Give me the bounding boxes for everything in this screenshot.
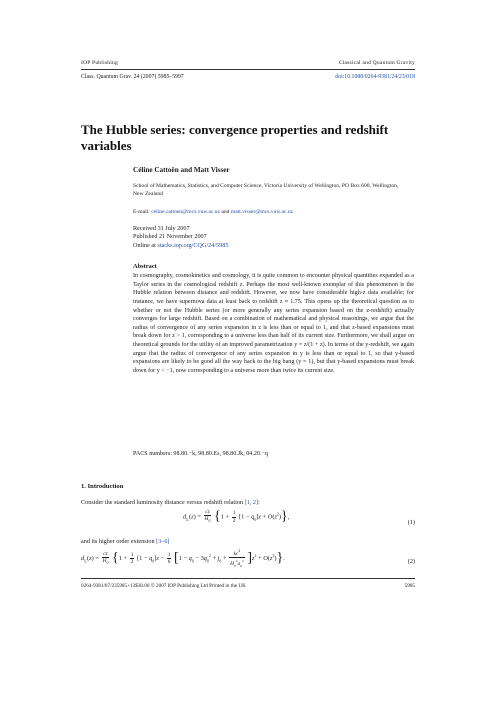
journal-name: Classical and Quantum Gravity bbox=[338, 60, 415, 66]
email-link-2[interactable]: matt.visser@mcs.vuw.ac.nz bbox=[230, 209, 294, 215]
article-title: The Hubble series: convergence properties and redshift variables bbox=[81, 122, 389, 153]
footer-rule bbox=[81, 578, 415, 579]
abstract-text: In cosmography, cosmokinetics and cosmology, it is quite common to encounter physical quantities expanded as a Taylor series in the cosmological redshift z. Perhaps the most well-known exemplar of this phenomenon is the Hubble relation between distance and redshift. However, we now have considerable high-z data available; for instance, we have supernova data at least back to redshift z ≈ 1.75. This opens up the theoretical question as to whether or not the Hubble series (or more generally any series expansion based on the z-redshift) actually converges for large redshift. Based on a combination of mathematical and physical reasonings, we argue that the radius of convergence of any series expansion in z is less than or equal to 1, and that z-based expansions must break down for z > 1, corresponding to a universe less than half of its current size. Furthermore, we shall argue on theoretical grounds for the utility of an improved parametrization y = z/(1 + z). In terms of the y-redshift, we again argue that the radius of convergence of any series expansion in y is less than or equal to 1, so that y-based expansions are likely to be good all the way back to the big bang (y = 1), but that y-based expansions must break down for y < −1, now corresponding to a universe more than twice its current size. bbox=[133, 273, 414, 374]
intro-line bbox=[81, 499, 260, 506]
online-prefix: Online at bbox=[133, 241, 156, 249]
extension-refs[interactable]: [3–6] bbox=[156, 538, 170, 545]
equation-2: $d_L(z)$ = $\frac{cz}{H_0}$ {1 + $\frac{1}{2}$ $[1 - q_0]z$ − $\frac{1}{6}$ [$1 - q_0 - 3q_0^2 + j_0$ + $\frac{kc^2}{H_0^2a_0^2}$ ]$z^2 + O(z^3)$}. bbox=[81, 549, 285, 568]
equation-1: $d_L(z)$ = $\frac{cz}{H_0}$ {1 + $\frac{1}{2}$ $[1 - q_0]z + O(z^2)$}, bbox=[183, 509, 290, 524]
email-line bbox=[133, 209, 293, 215]
authors: Céline Cattoën and Matt Visser bbox=[133, 166, 230, 174]
citation: Class. Quantum Grav. 24 (2007) 5985–5997 bbox=[81, 74, 184, 80]
pacs-numbers: PACS numbers: 98.80.−k, 98.80.Es, 98.80.Jk, 04.20.−q bbox=[133, 451, 268, 457]
intro-end: : bbox=[258, 499, 260, 506]
extension-line bbox=[81, 538, 170, 545]
email-link-1[interactable]: celine.cattoen@mcs.vuw.ac.nz bbox=[151, 209, 220, 215]
email-and: and bbox=[221, 209, 230, 215]
email-label: E-mail: bbox=[133, 209, 150, 215]
extension-text: and its higher order extension bbox=[81, 538, 155, 545]
affiliation: School of Mathematics, Statistics, and Computer Science, Victoria University of Wellington, PO Box 600, Wellington, New Zealand bbox=[133, 183, 399, 197]
intro-refs[interactable]: [1, 2] bbox=[244, 499, 258, 506]
equation-2-number: (2) bbox=[407, 558, 415, 565]
received-date: Received 31 July 2007 bbox=[133, 225, 190, 232]
abstract-heading: Abstract bbox=[133, 263, 157, 270]
published-date: Published 21 November 2007 bbox=[133, 233, 207, 241]
online-link[interactable]: stacks.iop.org/CQG/24/5985 bbox=[157, 241, 229, 249]
footer-copyright: 0264-9381/07/235985+13$30.00 © 2007 IOP Publishing Ltd Printed in the UK bbox=[81, 583, 246, 589]
header-rule bbox=[81, 69, 415, 70]
doi-link[interactable]: doi:10.1088/0264-9381/24/23/018 bbox=[335, 74, 415, 80]
equation-1-number: (1) bbox=[407, 519, 415, 526]
page-number: 5985 bbox=[404, 583, 415, 589]
dates-block bbox=[133, 225, 228, 250]
publisher-name: IOP Publishing bbox=[81, 60, 118, 66]
section-heading: 1. Introduction bbox=[81, 483, 124, 490]
intro-text: Consider the standard luminosity distance versus redshift relation bbox=[81, 499, 244, 506]
online-line bbox=[133, 242, 228, 250]
